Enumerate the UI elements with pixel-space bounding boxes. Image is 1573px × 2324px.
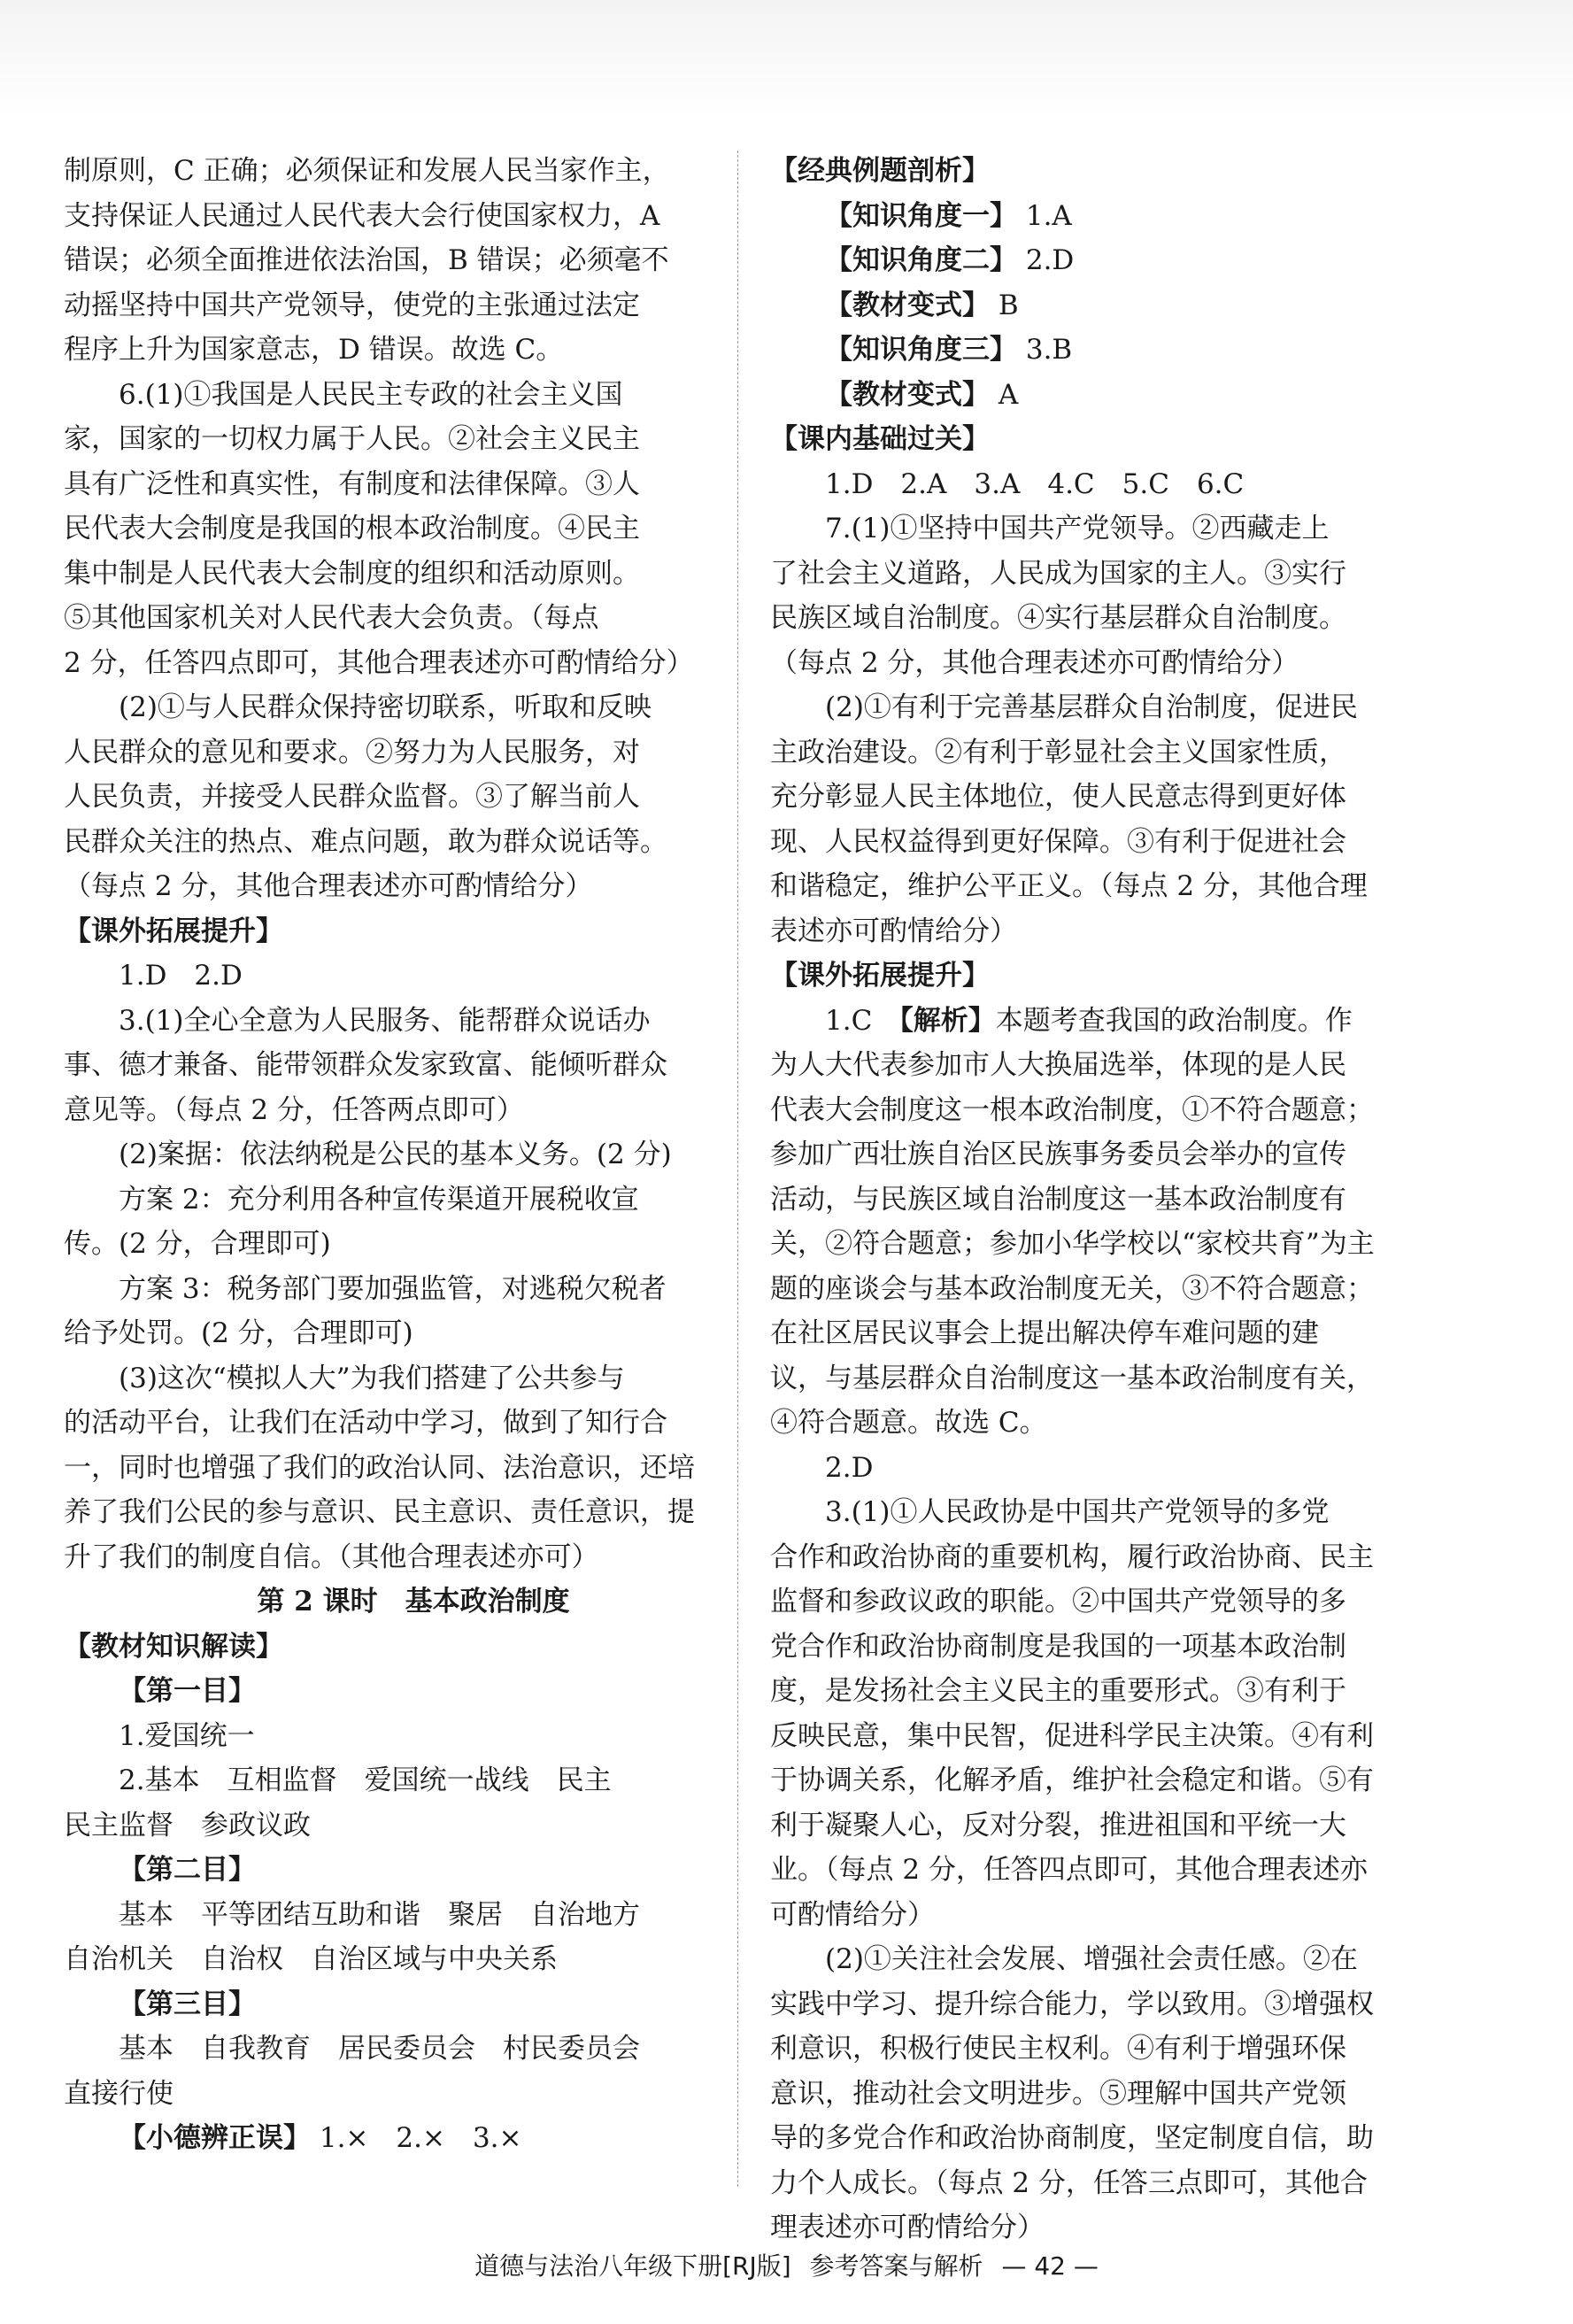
angle-label: 【知识角度三】 bbox=[825, 334, 1017, 366]
analysis-label: 【解析】 bbox=[899, 1004, 996, 1037]
subsection-heading: 【第二目】 bbox=[119, 1854, 256, 1886]
text-line: 动摇坚持中国共产党领导，使党的主张通过法定 bbox=[64, 289, 640, 321]
text-line: 基本 平等团结互助和谐 聚居 自治地方 bbox=[119, 1898, 640, 1931]
answer-line bbox=[770, 238, 1469, 283]
subsection-heading: 【第一目】 bbox=[119, 1675, 256, 1707]
text-line: 人民负责，并接受人民群众监督。③了解当前人 bbox=[64, 781, 640, 813]
text-line: 3.(1)①人民政协是中国共产党领导的多党 bbox=[825, 1496, 1330, 1528]
variant-value: B bbox=[998, 289, 1019, 321]
text-line: 参加广西壮族自治区民族事务委员会举办的宣传 bbox=[770, 1139, 1346, 1170]
text-line: 的活动平台，让我们在活动中学习，做到了知行合 bbox=[64, 1407, 667, 1439]
text-line: 基本 自我教育 居民委员会 村民委员会 bbox=[119, 2033, 640, 2065]
text-line: 制原则，C 正确；必须保证和发展人民当家作主， bbox=[64, 155, 670, 187]
text-line: 民代表大会制度是我国的根本政治制度。④民主 bbox=[64, 513, 640, 544]
answer-line bbox=[770, 328, 1469, 373]
angle-label: 【知识角度二】 bbox=[825, 244, 1017, 276]
text-line: 给予处罚。(2 分，合理即可) bbox=[64, 1317, 413, 1349]
text-line: 民群众关注的热点、难点问题，敢为群众说话等。 bbox=[64, 825, 667, 858]
text-line: 在社区居民议事会上提出解决停车难问题的建 bbox=[770, 1317, 1319, 1349]
text-line: 现、人民权益得到更好保障。③有利于促进社会 bbox=[770, 825, 1346, 858]
text-line: 了社会主义道路，人民成为国家的主人。③实行 bbox=[770, 557, 1346, 590]
right-column bbox=[770, 149, 1469, 2251]
text-line: (2)①有利于完善基层群众自治制度，促进民 bbox=[825, 691, 1358, 723]
text-line: （每点 2 分，其他合理表述亦可酌情给分） bbox=[64, 870, 593, 902]
text-line: 2 分，任答四点即可，其他合理表述亦可酌情给分） bbox=[64, 646, 694, 679]
text-line: 升了我们的制度自信。（其他合理表述亦可） bbox=[64, 1540, 599, 1573]
text-line: 自治机关 自治权 自治区域与中央关系 bbox=[64, 1943, 558, 1975]
text-line: 支持保证人民通过人民代表大会行使国家权力，A bbox=[64, 199, 660, 232]
answer-line: 2.D bbox=[825, 1451, 874, 1484]
text-line: 错误；必须全面推进依法治国，B 错误；必须毫不 bbox=[64, 244, 669, 276]
text-line: 题的座谈会与基本政治制度无关，③不符合题意； bbox=[770, 1272, 1374, 1305]
text-line: 实践中学习、提升综合能力，学以致用。③增强权 bbox=[770, 1988, 1374, 2020]
left-column bbox=[64, 149, 763, 2161]
text-line: 代表大会制度这一根本政治制度，①不符合题意； bbox=[770, 1093, 1374, 1126]
text-line bbox=[770, 999, 1469, 1044]
text-line: 力个人成长。（每点 2 分，任答三点即可，其他合 bbox=[770, 2166, 1368, 2199]
text-line: 业。（每点 2 分，任答四点即可，其他合理表述亦 bbox=[770, 1854, 1368, 1886]
text-line: 意识，推动社会文明进步。⑤理解中国共产党领 bbox=[770, 2077, 1346, 2110]
answer-line: 1.D 2.A 3.A 4.C 5.C 6.C bbox=[825, 467, 1245, 500]
analysis-text: 本题考查我国的政治制度。作 bbox=[995, 1004, 1353, 1037]
page-footer bbox=[0, 2249, 1573, 2284]
text-line: 主政治建设。②有利于彰显社会主义国家性质， bbox=[770, 736, 1346, 768]
text-line: (2)①关注社会发展、增强社会责任感。②在 bbox=[825, 1943, 1358, 1975]
text-line: 具有广泛性和真实性，有制度和法律保障。③人 bbox=[64, 467, 640, 500]
text-line: 传。(2 分，合理即可) bbox=[64, 1228, 331, 1260]
text-line: 7.(1)①坚持中国共产党领导。②西藏走上 bbox=[825, 513, 1330, 544]
text-line: 集中制是人民代表大会制度的组织和活动原则。 bbox=[64, 557, 640, 590]
answer-line bbox=[770, 194, 1469, 239]
text-line: (2)案据：依法纳税是公民的基本义务。(2 分) bbox=[119, 1139, 672, 1170]
text-line: 人民群众的意见和要求。②努力为人民服务，对 bbox=[64, 736, 640, 768]
text-line: 监督和参政议政的职能。②中国共产党领导的多 bbox=[770, 1586, 1346, 1618]
footer-section: 参考答案与解析 bbox=[809, 2251, 983, 2281]
section-heading: 【教材知识解读】 bbox=[64, 1630, 283, 1663]
variant-value: A bbox=[998, 378, 1019, 411]
text-line: 和谐稳定，维护公平正义。（每点 2 分，其他合理 bbox=[770, 870, 1368, 902]
text-line: 方案 3：税务部门要加强监管，对逃税欠税者 bbox=[119, 1272, 667, 1305]
angle-label: 【知识角度一】 bbox=[825, 199, 1017, 232]
text-line: 民族区域自治制度。④实行基层群众自治制度。 bbox=[770, 602, 1346, 634]
text-line: 民主监督 参政议政 bbox=[64, 1809, 311, 1841]
text-line: 合作和政治协商的重要机构，履行政治协商、民主 bbox=[770, 1540, 1374, 1573]
text-line: ⑤其他国家机关对人民代表大会负责。（每点 bbox=[64, 602, 599, 634]
text-line: 活动，与民族区域自治制度这一基本政治制度有 bbox=[770, 1183, 1346, 1216]
answer-line: 1.D 2.D bbox=[119, 960, 243, 992]
text-line: 度，是发扬社会主义民主的重要形式。③有利于 bbox=[770, 1675, 1346, 1707]
footer-book-title: 道德与法治八年级下册[RJ版] bbox=[474, 2251, 791, 2281]
text-line: 意见等。（每点 2 分，任答两点即可） bbox=[64, 1093, 524, 1126]
text-line: 关，②符合题意；参加小华学校以“家校共育”为主 bbox=[770, 1228, 1375, 1260]
text-line: 一，同时也增强了我们的政治认同、法治意识，还培 bbox=[64, 1451, 695, 1484]
section-heading: 【课外拓展提升】 bbox=[64, 915, 283, 947]
answer-number: 1.C bbox=[825, 1004, 900, 1037]
text-line: 党合作和政治协商制度是我国的一项基本政治制 bbox=[770, 1630, 1346, 1663]
correct-errors-values: 1.× 2.× 3.× bbox=[319, 2122, 522, 2154]
text-line: 议，与基层群众自治制度这一基本政治制度有关， bbox=[770, 1362, 1374, 1394]
text-line: 养了我们公民的参与意识、民主意识、责任意识，提 bbox=[64, 1496, 695, 1528]
variant-label: 【教材变式】 bbox=[825, 378, 990, 411]
text-line: 于协调关系，化解矛盾，维护社会稳定和谐。⑤有 bbox=[770, 1764, 1374, 1796]
answer-line bbox=[770, 283, 1469, 328]
text-line: 2.基本 互相监督 爱国统一战线 民主 bbox=[119, 1764, 612, 1796]
text-line: 利于凝聚人心，反对分裂，推进祖国和平统一大 bbox=[770, 1809, 1346, 1841]
text-line: 1.爱国统一 bbox=[119, 1719, 255, 1752]
correct-errors-label: 【小德辨正误】 bbox=[119, 2122, 311, 2154]
scan-edge-shade bbox=[0, 0, 1573, 115]
page-number: — 42 — bbox=[1001, 2251, 1099, 2281]
text-line: 直接行使 bbox=[64, 2077, 173, 2110]
text-line: 充分彰显人民主体地位，使人民意志得到更好体 bbox=[770, 781, 1346, 813]
section-heading: 【课内基础过关】 bbox=[770, 423, 990, 455]
text-line: 为人大代表参加市人大换届选举，体现的是人民 bbox=[770, 1049, 1346, 1081]
variant-label: 【教材变式】 bbox=[825, 289, 990, 321]
section-heading: 【课外拓展提升】 bbox=[770, 960, 990, 992]
lesson-title: 第 2 课时 基本政治制度 bbox=[257, 1586, 570, 1618]
subsection-heading: 【第三目】 bbox=[119, 1988, 256, 2020]
text-line: 导的多党合作和政治协商制度，坚定制度自信，助 bbox=[770, 2122, 1374, 2154]
text-line: 程序上升为国家意志，D 错误。故选 C。 bbox=[64, 334, 564, 366]
text-line: 利意识，积极行使民主权利。④有利于增强环保 bbox=[770, 2033, 1346, 2065]
section-heading: 【经典例题剖析】 bbox=[770, 155, 990, 187]
text-line: （每点 2 分，其他合理表述亦可酌情给分） bbox=[770, 646, 1299, 679]
text-line: (3)这次“模拟人大”为我们搭建了公共参与 bbox=[119, 1362, 625, 1394]
angle-value: 2.D bbox=[1025, 244, 1075, 276]
text-line: 可酌情给分） bbox=[770, 1898, 935, 1931]
angle-value: 1.A bbox=[1025, 199, 1072, 232]
correct-errors-line bbox=[64, 2116, 763, 2161]
text-line: (2)①与人民群众保持密切联系，听取和反映 bbox=[119, 691, 652, 723]
text-line: ④符合题意。故选 C。 bbox=[770, 1407, 1047, 1439]
text-line: 6.(1)①我国是人民民主专政的社会主义国 bbox=[119, 378, 623, 411]
text-line: 3.(1)全心全意为人民服务、能帮群众说话办 bbox=[119, 1004, 651, 1037]
answer-line bbox=[770, 373, 1469, 418]
text-line: 理表述亦可酌情给分） bbox=[770, 2212, 1045, 2243]
angle-value: 3.B bbox=[1025, 334, 1073, 366]
text-line: 反映民意，集中民智，促进科学民主决策。④有利 bbox=[770, 1719, 1374, 1752]
text-line: 方案 2：充分利用各种宣传渠道开展税收宣 bbox=[119, 1183, 639, 1216]
text-line: 家，国家的一切权力属于人民。②社会主义民主 bbox=[64, 423, 640, 455]
text-line: 事、德才兼备、能带领群众发家致富、能倾听群众 bbox=[64, 1049, 667, 1081]
text-line: 表述亦可酌情给分） bbox=[770, 915, 1017, 947]
